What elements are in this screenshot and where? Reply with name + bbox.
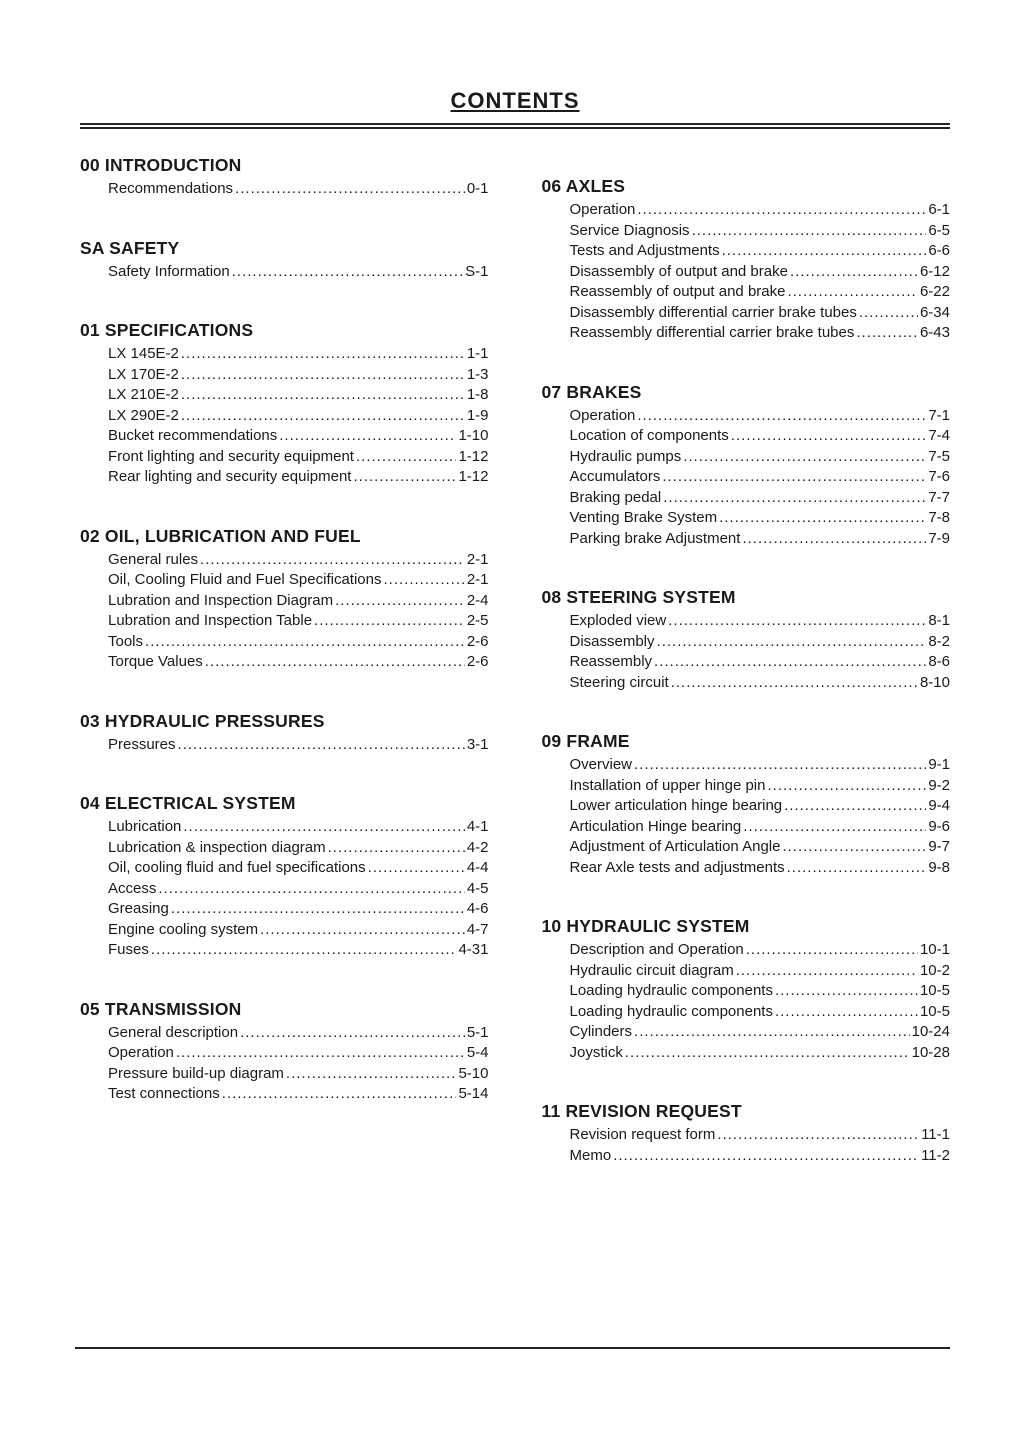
entry-label: Bucket recommendations (108, 427, 278, 444)
toc-entry (570, 858, 951, 879)
entry-label: Hydraulic circuit diagram (569, 961, 734, 979)
section-entries (570, 406, 951, 550)
entry-page-number: 1-10 (458, 427, 489, 444)
entry-label: Location of components (569, 427, 729, 444)
section-heading: 00 INTRODUCTION (80, 155, 242, 175)
entry-label: Reassembly of output and brake (569, 283, 786, 300)
entry-page-number: 11-1 (921, 1126, 950, 1143)
entry-page-number: 7-9 (928, 529, 950, 547)
entry-label: LX 290E-2 (108, 406, 179, 424)
toc-entry (108, 570, 489, 591)
entry-label: LX 170E-2 (108, 365, 179, 383)
dot-leader (335, 591, 465, 612)
section-entries (108, 817, 489, 961)
section-heading: 05 TRANSMISSION (80, 998, 242, 1019)
dot-leader (787, 282, 918, 303)
toc-entry (108, 591, 489, 612)
dot-leader (859, 303, 918, 324)
toc-section (80, 999, 489, 1105)
entry-page-number: 9-6 (928, 817, 950, 835)
entry-label: Loading hydraulic components (569, 1002, 773, 1020)
entry-page-number: 9-7 (928, 838, 950, 855)
entry-label: Installation of upper hinge pin (569, 776, 766, 794)
entry-label: Memo (569, 1146, 612, 1164)
section-heading: 03 HYDRAULIC PRESSURES (80, 710, 325, 731)
toc-entry (570, 303, 951, 324)
dot-leader (746, 940, 918, 961)
toc-entry (570, 426, 951, 447)
dot-leader (790, 262, 918, 283)
toc-entry (108, 426, 489, 447)
dot-leader (743, 817, 926, 838)
toc-section (80, 238, 489, 283)
dot-leader (668, 611, 926, 632)
entry-label: Rear lighting and security equipment (108, 468, 352, 485)
toc-entry (570, 755, 951, 776)
entry-page-number: 3-1 (466, 735, 489, 753)
dot-leader (145, 632, 465, 653)
entry-page-number: 2-4 (466, 591, 489, 609)
toc-entry (570, 508, 951, 529)
section-heading: 01 SPECIFICATIONS (80, 320, 254, 340)
entry-page-number: 6-1 (928, 201, 950, 218)
section-heading: 08 STEERING SYSTEM (541, 587, 736, 607)
dot-leader (742, 529, 926, 550)
toc-entry (570, 467, 951, 488)
entry-label: General description (108, 1023, 239, 1041)
toc-entry (570, 488, 951, 509)
footer-rule (75, 1347, 950, 1349)
entry-page-number: 10-5 (919, 1002, 950, 1020)
dot-leader (383, 570, 464, 591)
entry-label: Oil, Cooling Fluid and Fuel Specifications (108, 571, 382, 588)
entry-page-number: 10-5 (919, 982, 950, 999)
entry-page-number: 4-2 (466, 838, 489, 856)
entry-page-number: 7-1 (928, 406, 950, 424)
entry-label: Lubration and Inspection Diagram (108, 591, 334, 609)
entry-page-number: 9-1 (928, 756, 950, 773)
toc-entry (108, 467, 489, 488)
toc-entry (570, 817, 951, 838)
dot-leader (158, 879, 464, 900)
entry-label: Joystick (569, 1043, 623, 1061)
dot-leader (683, 447, 926, 468)
toc-entry (570, 611, 951, 632)
entry-page-number: 4-4 (466, 859, 489, 876)
entry-page-number: 5-4 (466, 1044, 489, 1061)
toc-entry (108, 940, 489, 961)
entry-label: Hydraulic pumps (569, 447, 682, 465)
dot-leader (722, 241, 927, 262)
toc-columns (80, 155, 950, 1166)
toc-section (80, 526, 489, 673)
entry-page-number: 5-1 (466, 1023, 489, 1041)
entry-label: Operation (108, 1044, 174, 1061)
entry-label: Lubrication (108, 818, 182, 835)
toc-entry (108, 550, 489, 571)
dot-leader (200, 550, 465, 571)
toc-entry (570, 837, 951, 858)
toc-entry (570, 1043, 951, 1064)
dot-leader (775, 1002, 918, 1023)
entry-page-number: 10-1 (919, 941, 950, 958)
dot-leader (176, 1043, 465, 1064)
entry-label: Safety Information (108, 262, 230, 280)
entry-label: Disassembly (569, 632, 655, 650)
dot-leader (260, 920, 465, 941)
dot-leader (181, 365, 465, 386)
toc-entry (108, 632, 489, 653)
dot-leader (663, 488, 926, 509)
toc-entry (570, 673, 951, 694)
entry-label: Description and Operation (569, 941, 744, 958)
entry-label: Greasing (108, 900, 169, 917)
entry-page-number: 6-5 (928, 221, 950, 239)
toc-entry (108, 899, 489, 920)
entry-page-number: 9-8 (928, 858, 950, 876)
entry-label: Reassembly differential carrier brake tubes (569, 324, 855, 341)
entry-label: Operation (569, 201, 636, 218)
dot-leader (634, 755, 926, 776)
entry-page-number: 6-6 (928, 242, 950, 259)
toc-entry (570, 406, 951, 427)
dot-leader (205, 652, 465, 673)
toc-entry (108, 365, 489, 386)
entry-page-number: 11-2 (921, 1146, 950, 1164)
entry-label: Pressure build-up diagram (108, 1064, 284, 1082)
entry-page-number: 2-1 (466, 571, 489, 588)
dot-leader (613, 1146, 919, 1167)
entry-page-number: 9-2 (928, 776, 950, 794)
entry-page-number: 6-43 (919, 324, 950, 341)
entry-page-number: 8-1 (928, 612, 950, 629)
entry-label: Pressures (108, 735, 176, 753)
dot-leader (183, 817, 464, 838)
toc-section (80, 155, 489, 200)
entry-page-number: 10-28 (911, 1043, 950, 1061)
entry-page-number: 1-9 (466, 406, 489, 424)
toc-entry (108, 920, 489, 941)
toc-entry (108, 735, 489, 756)
entry-page-number: 7-7 (928, 488, 950, 506)
dot-leader (181, 344, 465, 365)
entry-page-number: 7-8 (928, 509, 950, 526)
entry-label: General rules (108, 550, 199, 568)
toc-section (80, 793, 489, 961)
entry-page-number: 7-5 (928, 447, 950, 465)
toc-entry (570, 940, 951, 961)
entry-page-number: 2-6 (466, 632, 489, 650)
dot-leader (692, 221, 927, 242)
entry-label: Disassembly differential carrier brake tubes (569, 303, 857, 321)
section-entries (108, 179, 489, 200)
dot-leader (775, 981, 918, 1002)
entry-label: Adjustment of Articulation Angle (569, 838, 781, 855)
entry-label: Exploded view (569, 612, 667, 629)
entry-label: Tests and Adjustments (569, 242, 720, 259)
section-entries (108, 1023, 489, 1105)
toc-entry (108, 879, 489, 900)
entry-label: Overview (569, 756, 633, 773)
dot-leader (181, 385, 465, 406)
toc-entry (108, 1084, 489, 1105)
entry-page-number: 4-7 (466, 920, 489, 938)
dot-leader (232, 262, 463, 283)
dot-leader (356, 447, 456, 468)
entry-label: Loading hydraulic components (569, 982, 773, 999)
entry-label: Fuses (108, 941, 149, 958)
entry-page-number: 4-5 (466, 879, 489, 897)
toc-section (542, 1101, 951, 1166)
section-entries (570, 755, 951, 878)
entry-label: Recommendations (108, 180, 234, 197)
entry-label: Service Diagnosis (569, 221, 690, 239)
entry-page-number: 6-34 (919, 303, 950, 321)
section-entries (570, 940, 951, 1063)
section-entries (108, 550, 489, 673)
toc-entry (570, 961, 951, 982)
section-entries (108, 344, 489, 488)
entry-label: Parking brake Adjustment (569, 529, 741, 547)
entry-page-number: 4-1 (466, 818, 489, 835)
entry-page-number: 7-6 (928, 468, 950, 485)
dot-leader (731, 426, 927, 447)
section-heading: 11 REVISION REQUEST (541, 1101, 742, 1121)
dot-leader (151, 940, 457, 961)
entry-page-number: 1-3 (466, 365, 489, 383)
entry-page-number: 4-31 (458, 941, 489, 958)
entry-page-number: 1-12 (458, 447, 489, 465)
page-title: CONTENTS (450, 88, 580, 113)
dot-leader (767, 776, 926, 797)
entry-label: Test connections (108, 1085, 220, 1102)
entry-label: Lower articulation hinge bearing (569, 797, 783, 814)
entry-label: Front lighting and security equipment (108, 447, 354, 465)
entry-page-number: 8-10 (919, 673, 950, 691)
toc-entry (570, 981, 951, 1002)
section-entries (570, 1125, 951, 1166)
dot-leader (637, 200, 926, 221)
entry-page-number: 8-2 (928, 632, 950, 650)
toc-entry (570, 221, 951, 242)
toc-entry (570, 241, 951, 262)
dot-leader (222, 1084, 457, 1105)
dot-leader (736, 961, 918, 982)
dot-leader (787, 858, 927, 879)
toc-entry (108, 344, 489, 365)
toc-entry (108, 385, 489, 406)
entry-label: Rear Axle tests and adjustments (569, 858, 785, 876)
dot-leader (856, 323, 918, 344)
entry-page-number: 1-8 (466, 386, 489, 403)
dot-leader (662, 467, 926, 488)
toc-section (80, 320, 489, 488)
entry-page-number: 10-24 (911, 1023, 950, 1040)
entry-page-number: S-1 (465, 262, 489, 280)
entry-page-number: 1-12 (458, 468, 489, 485)
toc-column-left (80, 155, 489, 1166)
dot-leader (181, 406, 465, 427)
entry-label: Access (108, 879, 157, 897)
toc-entry (108, 406, 489, 427)
dot-leader (719, 508, 926, 529)
entry-page-number: 7-4 (928, 427, 950, 444)
entry-page-number: 2-6 (466, 653, 489, 670)
entry-label: Accumulators (569, 468, 661, 485)
toc-section (542, 587, 951, 693)
dot-leader (784, 796, 926, 817)
section-entries (570, 611, 951, 693)
entry-label: Disassembly of output and brake (569, 262, 788, 280)
entry-label: Operation (569, 406, 636, 424)
entry-page-number: 6-12 (919, 262, 950, 280)
toc-entry (570, 776, 951, 797)
toc-entry (108, 838, 489, 859)
entry-label: Revision request form (569, 1126, 716, 1143)
toc-entry (570, 652, 951, 673)
section-heading: 04 ELECTRICAL SYSTEM (80, 793, 296, 813)
entry-label: Reassembly (569, 653, 653, 670)
entry-page-number: 5-14 (458, 1085, 489, 1102)
section-heading: SA SAFETY (80, 237, 180, 258)
entry-label: LX 210E-2 (108, 386, 179, 403)
toc-entry (570, 1146, 951, 1167)
entry-label: Venting Brake System (569, 509, 718, 526)
toc-entry (108, 447, 489, 468)
dot-leader (171, 899, 465, 920)
dot-leader (625, 1043, 910, 1064)
toc-entry (108, 262, 489, 283)
toc-section (542, 176, 951, 344)
toc-entry (570, 323, 951, 344)
toc-entry (108, 179, 489, 200)
section-entries (108, 735, 489, 756)
toc-entry (570, 447, 951, 468)
entry-label: Braking pedal (569, 488, 662, 506)
section-entries (570, 200, 951, 344)
dot-leader (279, 426, 456, 447)
toc-entry (570, 796, 951, 817)
section-heading: 06 AXLES (541, 176, 626, 196)
dot-leader (235, 179, 465, 200)
toc-entry (570, 529, 951, 550)
toc-entry (570, 282, 951, 303)
section-entries (108, 262, 489, 283)
toc-entry (570, 1002, 951, 1023)
entry-page-number: 1-1 (466, 345, 489, 362)
toc-entry (570, 1022, 951, 1043)
toc-entry (570, 632, 951, 653)
dot-leader (671, 673, 918, 694)
dot-leader (286, 1064, 457, 1085)
entry-page-number: 2-1 (466, 550, 489, 568)
toc-entry (108, 652, 489, 673)
dot-leader (657, 632, 927, 653)
toc-section (542, 916, 951, 1063)
entry-page-number: 8-6 (928, 653, 950, 670)
section-heading: 10 HYDRAULIC SYSTEM (541, 916, 750, 936)
entry-page-number: 9-4 (928, 797, 950, 814)
toc-section (542, 731, 951, 878)
toc-entry (108, 611, 489, 632)
title-divider-rule (80, 123, 950, 129)
toc-entry (570, 262, 951, 283)
entry-label: Cylinders (569, 1023, 633, 1040)
entry-label: Lubrication & inspection diagram (108, 838, 326, 856)
toc-entry (108, 817, 489, 838)
entry-label: Torque Values (108, 653, 203, 670)
entry-label: Oil, cooling fluid and fuel specifications (108, 859, 366, 876)
dot-leader (240, 1023, 465, 1044)
section-heading: 07 BRAKES (541, 381, 642, 402)
toc-column-right (542, 155, 951, 1166)
toc-entry (108, 1023, 489, 1044)
entry-page-number: 6-22 (919, 283, 950, 300)
toc-section (542, 382, 951, 550)
entry-label: Steering circuit (569, 673, 669, 691)
dot-leader (717, 1125, 919, 1146)
entry-label: Articulation Hinge bearing (569, 817, 742, 835)
toc-section (80, 711, 489, 756)
dot-leader (314, 611, 465, 632)
toc-entry (108, 1064, 489, 1085)
section-heading: 02 OIL, LUBRICATION AND FUEL (80, 525, 361, 546)
entry-label: Lubration and Inspection Table (108, 612, 313, 629)
toc-entry (108, 1043, 489, 1064)
entry-label: Tools (108, 632, 144, 650)
dot-leader (637, 406, 926, 427)
toc-entry (570, 1125, 951, 1146)
section-heading: 09 FRAME (541, 731, 630, 751)
entry-page-number: 5-10 (458, 1064, 489, 1082)
entry-label: Engine cooling system (108, 920, 259, 938)
dot-leader (634, 1022, 910, 1043)
entry-label: LX 145E-2 (108, 345, 179, 362)
entry-page-number: 2-5 (466, 612, 489, 629)
dot-leader (178, 735, 465, 756)
dot-leader (782, 837, 926, 858)
entry-page-number: 10-2 (919, 961, 950, 979)
dot-leader (368, 858, 465, 879)
dot-leader (328, 838, 465, 859)
entry-page-number: 4-6 (466, 900, 489, 917)
toc-entry (570, 200, 951, 221)
dot-leader (353, 467, 456, 488)
dot-leader (654, 652, 926, 673)
entry-page-number: 0-1 (466, 180, 489, 197)
toc-entry (108, 858, 489, 879)
